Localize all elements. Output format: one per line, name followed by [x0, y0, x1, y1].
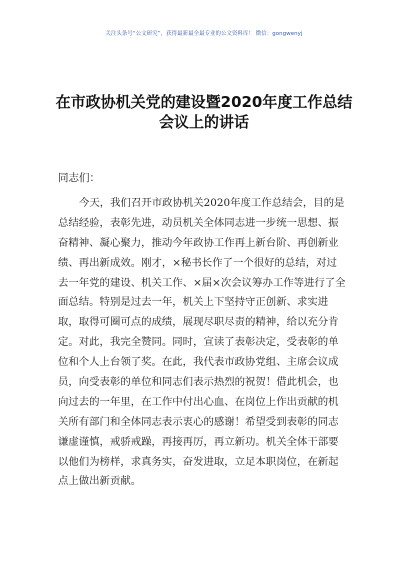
body-line: 点上做出新贡献。 [58, 475, 142, 488]
title-line: 会议上的讲话 [158, 113, 249, 131]
body-line: 向过去的一年里，在工作中付出心血、在岗位上作出贡献的机 [58, 395, 339, 408]
body-paragraph [58, 194, 358, 492]
body-line: 总结经验，表彰先进，动员机关全体同志进一步统一思想、振 [58, 216, 339, 229]
body-line: 去一年党的建设、机关工作、×届×次会议筹办工作等进行了全 [58, 276, 346, 289]
header-note: 关注头条号“公文研究”，获得最新最全最专业的公文资料库！ 微信：gongwenyj [105, 31, 303, 37]
document-title [40, 92, 368, 132]
body-line: 谦虚谨慎，戒骄戒躁，再接再厉，再立新功。机关全体干部要 [58, 435, 339, 448]
body-line: 取，取得可圈可点的成绩，展现尽职尽责的精神，给以充分肯 [58, 316, 339, 329]
salutation: 同志们： [58, 172, 100, 184]
body-line: 关所有部门和全体同志表示衷心的感谢！希望受到表彰的同志 [58, 415, 339, 428]
body-line: 位和个人上台领了奖。在此，我代表市政协党组、主席会议成 [58, 356, 339, 369]
body-line: 今天，我们召开市政协机关2020年度工作总结会，目的是 [79, 197, 345, 209]
title-line: 在市政协机关党的建设暨2020年度工作总结 [55, 93, 353, 111]
body-line: 奋精神、凝心聚力，推动今年政协工作再上新台阶、再创新业 [58, 236, 339, 249]
body-line: 员，向受表彰的单位和同志们表示热烈的祝贺！借此机会，也 [58, 376, 339, 389]
body-line: 以他们为榜样，求真务实，奋发进取，立足本职岗位，在新起 [58, 455, 339, 468]
body-line: 面总结。特别是过去一年，机关上下坚持守正创新、求实进 [58, 296, 329, 309]
body-line: 定。对此，我完全赞同。同时，宣读了表彰决定，受表彰的单 [58, 336, 339, 349]
body-line: 绩、再出新成效。刚才，×秘书长作了一个很好的总结，对过 [58, 256, 337, 269]
